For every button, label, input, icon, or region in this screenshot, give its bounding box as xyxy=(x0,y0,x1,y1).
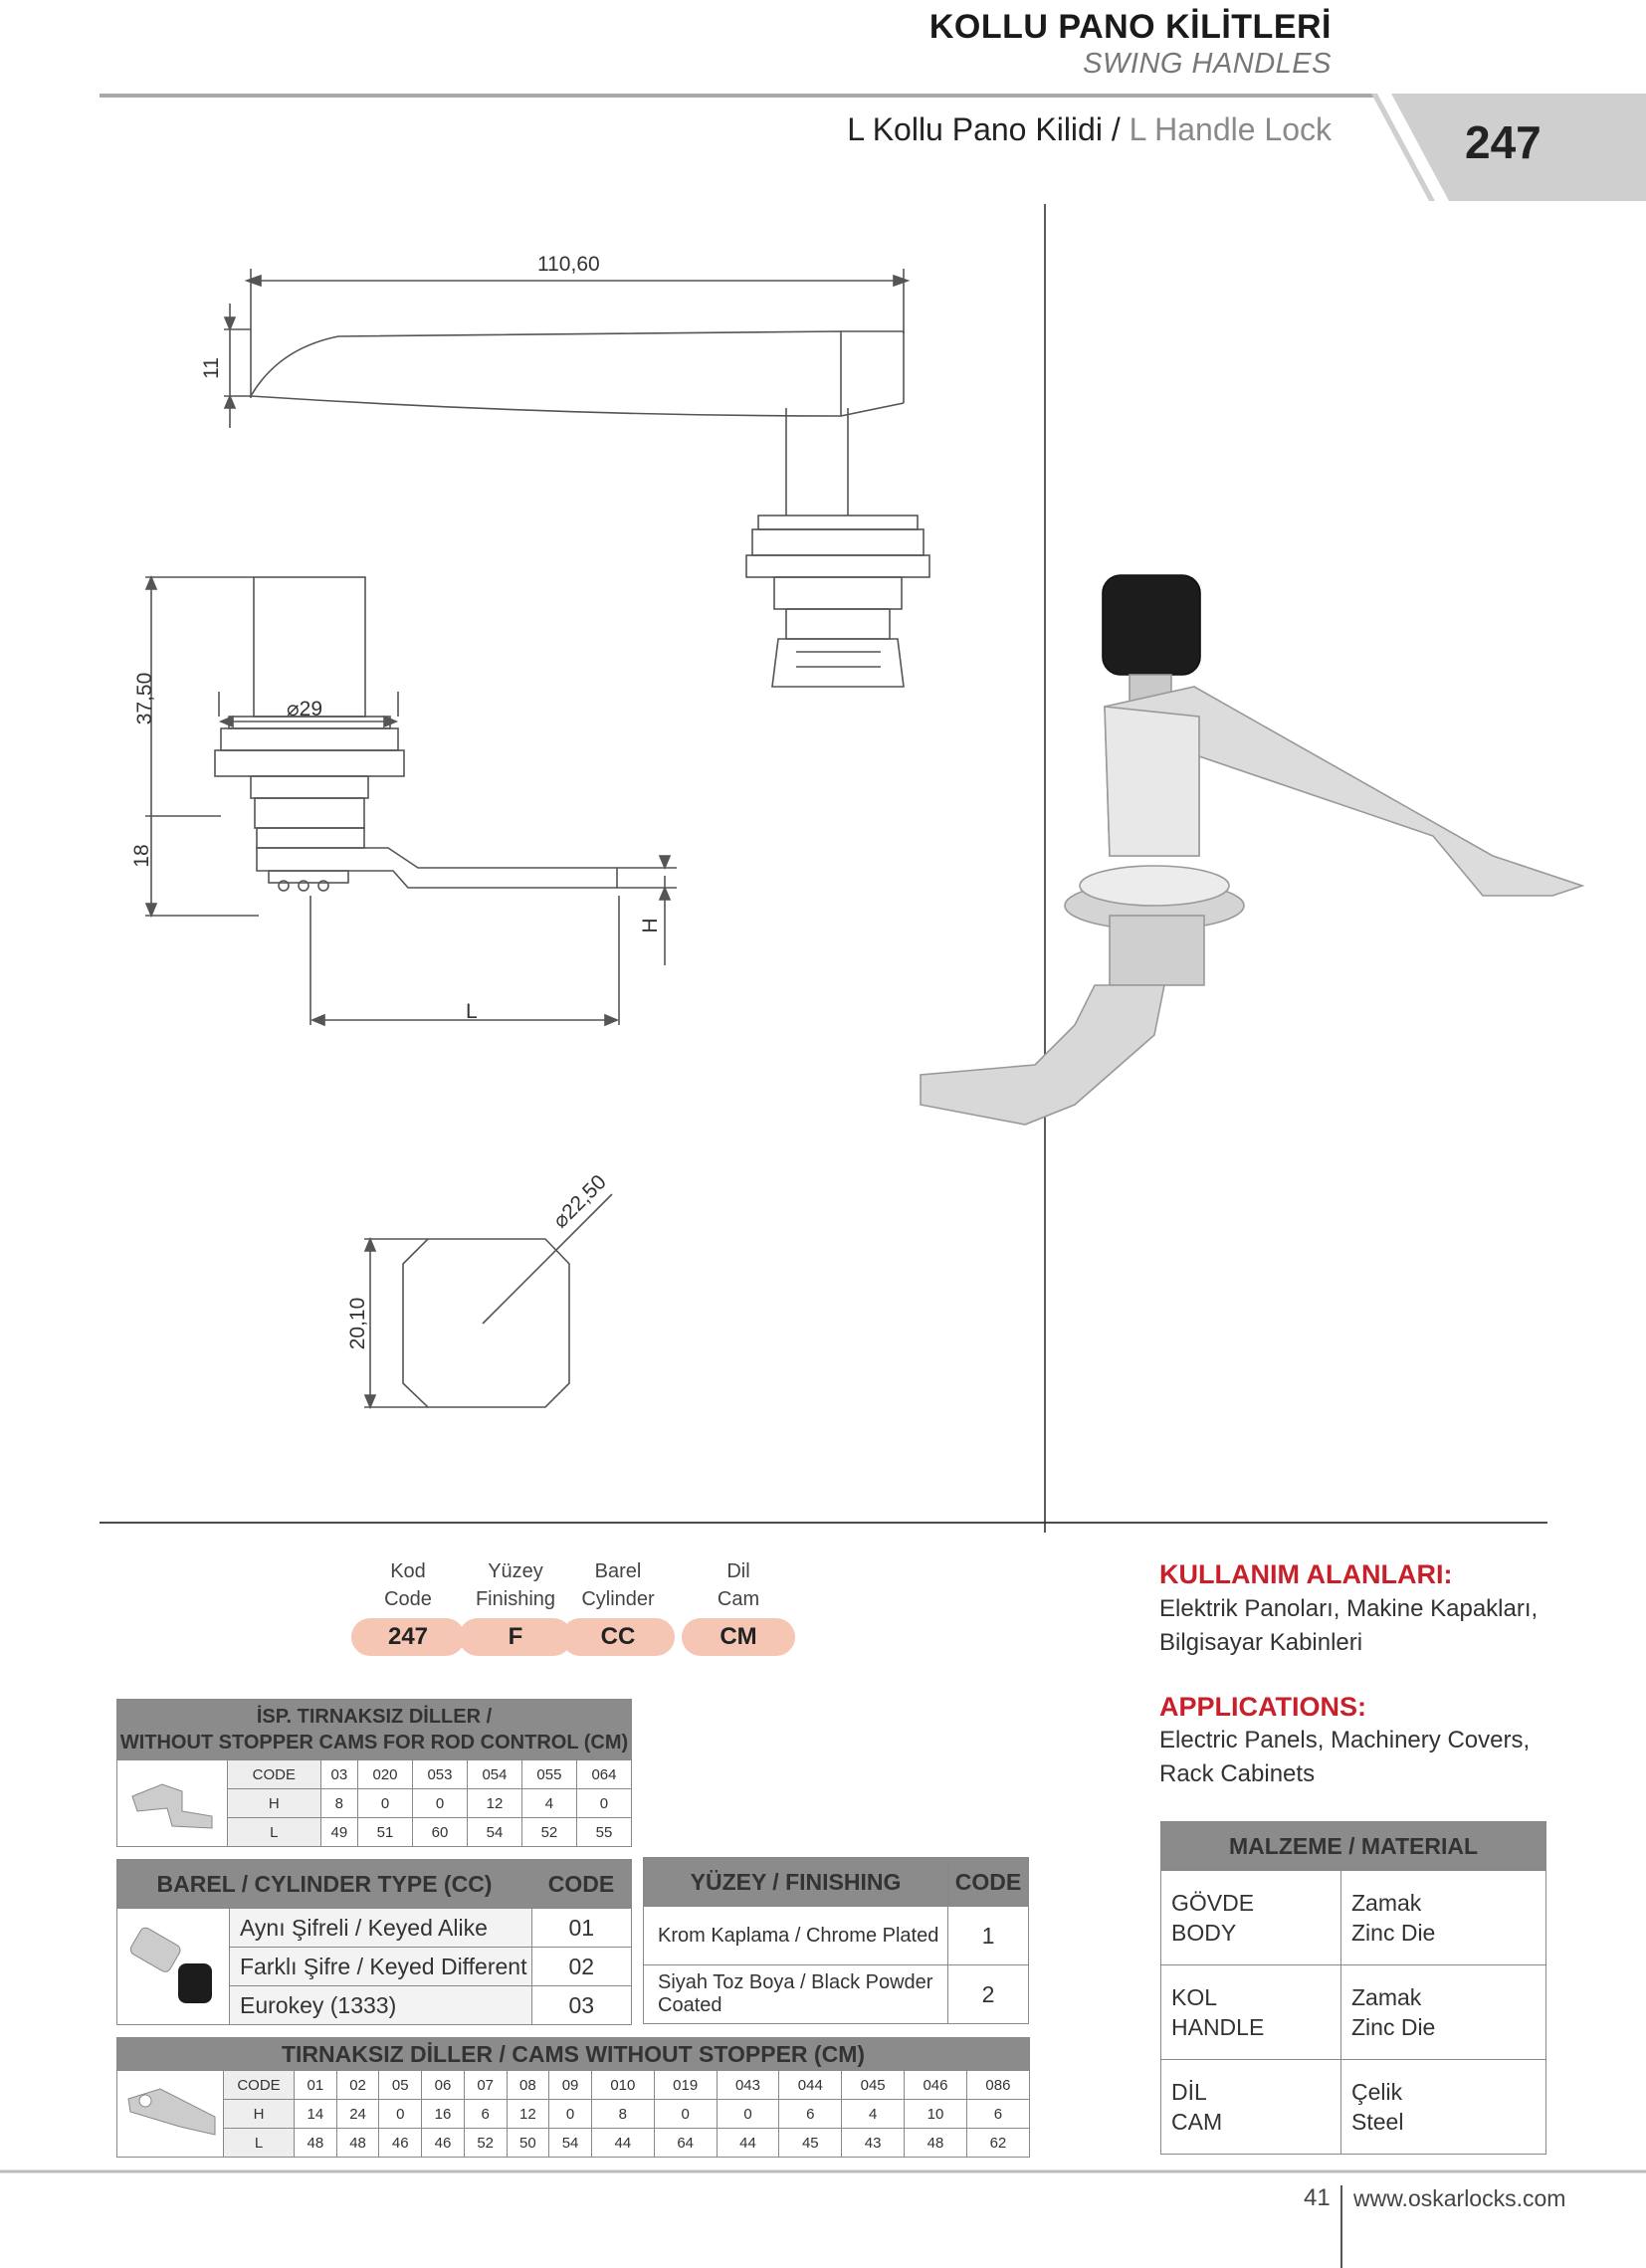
material-table xyxy=(1160,1821,1546,2155)
dim-handle-height: 11 xyxy=(200,357,223,379)
rod-cams-row-label: L xyxy=(228,1818,321,1847)
cylinder-image xyxy=(117,1909,230,2025)
lock-front-view xyxy=(145,577,677,1025)
material-value: Zamak Zinc Die xyxy=(1341,1871,1546,1965)
cam-code: 08 xyxy=(507,2071,549,2100)
cam-l: 48 xyxy=(905,2129,967,2158)
material-part: GÖVDE BODY xyxy=(1161,1871,1341,1965)
cam-l: 48 xyxy=(336,2129,379,2158)
product-title xyxy=(847,111,1332,148)
cam-h: 6 xyxy=(464,2100,507,2129)
product-title-separator: / xyxy=(1111,111,1121,147)
cam-image xyxy=(117,2071,224,2158)
rod-cams-title: İSP. TIRNAKSIZ DİLLER / WITHOUT STOPPER CAMS FOR ROD CONTROL (CM) xyxy=(117,1700,632,1760)
cylinder-type-name: Eurokey (1333) xyxy=(230,1986,532,2025)
finishing-name: Siyah Toz Boya / Black Powder Coated xyxy=(644,1965,948,2024)
cams-title: TIRNAKSIZ DİLLER / CAMS WITHOUT STOPPER (CM) xyxy=(117,2038,1030,2071)
dim-thread-length: 18 xyxy=(130,844,153,868)
rod-cam-h: 4 xyxy=(521,1789,576,1818)
cam-h: 0 xyxy=(379,2100,422,2129)
cam-l: 46 xyxy=(422,2129,465,2158)
cylinder-type-name: Farklı Şifre / Keyed Different xyxy=(230,1948,532,1986)
cam-h: 14 xyxy=(295,2100,337,2129)
cam-h: 10 xyxy=(905,2100,967,2129)
material-title: MALZEME / MATERIAL xyxy=(1161,1822,1546,1871)
cam-h: 8 xyxy=(591,2100,654,2129)
rod-cam-h: 0 xyxy=(358,1789,413,1818)
rod-cam-code: 064 xyxy=(576,1760,631,1789)
dim-cam-l: L xyxy=(466,1000,478,1023)
handle-side-view xyxy=(224,269,929,687)
cams-row-label: H xyxy=(224,2100,295,2129)
category-title: KOLLU PANO KİLİTLERİ xyxy=(928,8,1332,46)
rod-cam-image xyxy=(117,1760,228,1847)
cam-code: 010 xyxy=(591,2071,654,2100)
cam-h: 6 xyxy=(779,2100,842,2129)
rod-cam-h: 0 xyxy=(576,1789,631,1818)
cam-code: 043 xyxy=(717,2071,779,2100)
cams-row-label: L xyxy=(224,2129,295,2158)
cylinder-title: BAREL / CYLINDER TYPE (CC) xyxy=(117,1860,532,1909)
finishing-field-label: Yüzey Finishing xyxy=(475,1560,556,1610)
header-graphics xyxy=(0,0,1646,214)
rod-cam-l: 60 xyxy=(413,1818,468,1847)
finishing-code: 1 xyxy=(948,1907,1029,1965)
code-field-label: Kod Code xyxy=(384,1560,432,1610)
cam-icon xyxy=(120,2077,220,2147)
cam-l: 62 xyxy=(966,2129,1029,2158)
rod-cam-l: 51 xyxy=(358,1818,413,1847)
footer-lines xyxy=(0,2160,1646,2268)
usage-title: KULLANIM ALANLARI: xyxy=(1159,1559,1453,1589)
cam-code: 046 xyxy=(905,2071,967,2100)
cam-h: 12 xyxy=(507,2100,549,2129)
cam-l: 64 xyxy=(654,2129,717,2158)
finishing-code-header: CODE xyxy=(948,1858,1029,1907)
cam-code: 044 xyxy=(779,2071,842,2100)
dim-diameter: ⌀29 xyxy=(287,698,323,721)
dim-cam-h: H xyxy=(639,918,662,933)
rod-cam-h: 0 xyxy=(413,1789,468,1818)
cam-code: 06 xyxy=(422,2071,465,2100)
rod-cam-l: 55 xyxy=(576,1818,631,1847)
applications-title: APPLICATIONS: xyxy=(1159,1692,1366,1722)
cam-l: 52 xyxy=(464,2129,507,2158)
spindle-section xyxy=(364,1194,612,1407)
material-value: Çelik Steel xyxy=(1341,2060,1546,2155)
cam-code: 086 xyxy=(966,2071,1029,2100)
cam-code: 01 xyxy=(295,2071,337,2100)
cam-pill: CM xyxy=(682,1618,795,1656)
cam-l: 54 xyxy=(549,2129,592,2158)
finishing-pill: F xyxy=(459,1618,572,1656)
rod-cam-h: 8 xyxy=(320,1789,357,1818)
page-code: 247 xyxy=(1465,116,1542,168)
dim-square-diameter: ⌀22,50 xyxy=(548,1170,611,1233)
finishing-name: Krom Kaplama / Chrome Plated xyxy=(644,1907,948,1965)
cam-code: 09 xyxy=(549,2071,592,2100)
cam-l: 44 xyxy=(717,2129,779,2158)
cam-h: 6 xyxy=(966,2100,1029,2129)
usage-text: Elektrik Panoları, Makine Kapakları, Bilgisayar Kabinleri xyxy=(1159,1595,1539,1656)
dim-length: 110,60 xyxy=(537,253,600,276)
cylinder-field-label: Barel Cylinder xyxy=(581,1560,655,1610)
cam-h: 24 xyxy=(336,2100,379,2129)
rod-cam-code: 020 xyxy=(358,1760,413,1789)
cams-table xyxy=(116,2037,1030,2158)
rod-cam-code: 054 xyxy=(467,1760,521,1789)
cam-l: 48 xyxy=(295,2129,337,2158)
rod-cams-table xyxy=(116,1699,632,1847)
cylinder-type-code: 03 xyxy=(531,1986,632,2025)
finishing-title: YÜZEY / FINISHING xyxy=(644,1858,948,1907)
cylinder-key-icon xyxy=(123,1914,223,2013)
rod-cam-code: 055 xyxy=(521,1760,576,1789)
rod-cam-l: 52 xyxy=(521,1818,576,1847)
cam-h: 0 xyxy=(549,2100,592,2129)
cylinder-table xyxy=(116,1859,632,2025)
technical-drawing xyxy=(0,199,1646,1533)
cylinder-type-name: Aynı Şifreli / Keyed Alike xyxy=(230,1909,532,1948)
website-link[interactable]: www.oskarlocks.com xyxy=(1353,2185,1566,2211)
cam-l: 43 xyxy=(842,2129,905,2158)
finishing-code: 2 xyxy=(948,1965,1029,2024)
cam-l: 44 xyxy=(591,2129,654,2158)
product-title-tr: L Kollu Pano Kilidi xyxy=(847,111,1103,147)
cylinder-type-code: 01 xyxy=(531,1909,632,1948)
rod-cam-l: 54 xyxy=(467,1818,521,1847)
cam-h: 4 xyxy=(842,2100,905,2129)
cam-l: 46 xyxy=(379,2129,422,2158)
cam-code: 045 xyxy=(842,2071,905,2100)
rod-cams-row-label: CODE xyxy=(228,1760,321,1789)
code-pill: 247 xyxy=(351,1618,465,1656)
dim-body-height: 37,50 xyxy=(133,672,156,725)
cam-l: 45 xyxy=(779,2129,842,2158)
product-render xyxy=(921,575,1582,1125)
rod-cams-row-label: H xyxy=(228,1789,321,1818)
cylinder-type-code: 02 xyxy=(531,1948,632,1986)
material-value: Zamak Zinc Die xyxy=(1341,1965,1546,2060)
cam-code: 07 xyxy=(464,2071,507,2100)
rod-cam-icon xyxy=(122,1766,222,1836)
cam-h: 16 xyxy=(422,2100,465,2129)
rod-cam-l: 49 xyxy=(320,1818,357,1847)
cam-h: 0 xyxy=(654,2100,717,2129)
applications-text: Electric Panels, Machinery Covers, Rack Cabinets xyxy=(1159,1727,1531,1787)
cam-code: 05 xyxy=(379,2071,422,2100)
finishing-table xyxy=(643,1857,1029,2024)
rod-cam-code: 03 xyxy=(320,1760,357,1789)
cam-field-label: Dil Cam xyxy=(717,1560,760,1610)
rod-cam-h: 12 xyxy=(467,1789,521,1818)
page-number: 41 xyxy=(1304,2184,1331,2211)
cylinder-code-header: CODE xyxy=(531,1860,632,1909)
cam-l: 50 xyxy=(507,2129,549,2158)
material-part: DİL CAM xyxy=(1161,2060,1341,2155)
cylinder-pill: CC xyxy=(561,1618,675,1656)
rod-cam-code: 053 xyxy=(413,1760,468,1789)
category-subtitle: SWING HANDLES xyxy=(1083,48,1332,80)
cams-row-label: CODE xyxy=(224,2071,295,2100)
cam-h: 0 xyxy=(717,2100,779,2129)
dim-square-width: 20,10 xyxy=(346,1297,369,1350)
cam-code: 019 xyxy=(654,2071,717,2100)
cam-code: 02 xyxy=(336,2071,379,2100)
material-part: KOL HANDLE xyxy=(1161,1965,1341,2060)
product-title-en: L Handle Lock xyxy=(1129,111,1332,147)
